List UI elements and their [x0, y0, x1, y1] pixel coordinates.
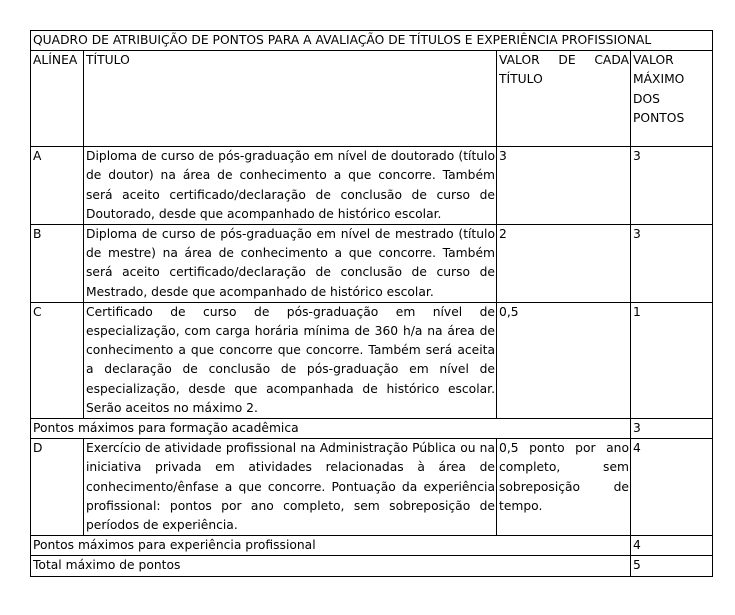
- total-value: 5: [631, 556, 713, 576]
- row-alinea: C: [31, 302, 84, 418]
- row-alinea: B: [31, 225, 84, 303]
- row-valor-maximo: 4: [631, 439, 713, 536]
- row-valor-maximo: 3: [631, 147, 713, 225]
- header-valor-maximo: VALOR MÁXIMO DOS PONTOS: [631, 51, 713, 147]
- row-valor-maximo: 3: [631, 225, 713, 303]
- row-valor-maximo: 1: [631, 302, 713, 418]
- header-titulo: TÍTULO: [84, 51, 497, 147]
- row-alinea: D: [31, 439, 84, 536]
- row-titulo: Certificado de curso de pós-graduação em nível de especialização, com carga horária mínima de 360 h/a na área de conhecimento a que concorre que concorre. Também será aceita a declaração de conclusão de pós-graduação em nível de especialização, desde que acompanhada de histórico escolar. Serão aceitos no máximo 2.: [84, 302, 497, 418]
- table-title-row: [31, 31, 713, 51]
- subtotal-academica-label: Pontos máximos para formação acadêmica: [31, 419, 631, 439]
- header-valor-cada: VALOR DE CADA TÍTULO: [497, 51, 631, 147]
- total-row: [31, 556, 713, 576]
- table-row: [31, 302, 713, 418]
- subtotal-experiencia-row: [31, 536, 713, 556]
- points-allocation-table: [30, 30, 713, 577]
- header-alinea: ALÍNEA: [31, 51, 84, 147]
- row-valor-cada: 2: [497, 225, 631, 303]
- subtotal-academica-row: [31, 419, 713, 439]
- row-titulo: Diploma de curso de pós-graduação em nível de doutorado (título de doutor) na área de conhecimento a que concorre. Também será aceito certificado/declaração de conclusão de curso de Doutorado, desde que acompanhado de histórico escolar.: [84, 147, 497, 225]
- row-valor-cada: 0,5 ponto por ano completo, sem sobreposição de tempo.: [497, 439, 631, 536]
- subtotal-experiencia-label: Pontos máximos para experiência profissional: [31, 536, 631, 556]
- row-titulo: Exercício de atividade profissional na Administração Pública ou na iniciativa privada em atividades relacionadas à área de conhecimento/ênfase a que concorre. Pontuação da experiência profissional: pontos por ano completo, sem sobreposição de períodos de experiência.: [84, 439, 497, 536]
- row-valor-cada: 0,5: [497, 302, 631, 418]
- table-row: [31, 225, 713, 303]
- row-valor-cada: 3: [497, 147, 631, 225]
- row-alinea: A: [31, 147, 84, 225]
- subtotal-experiencia-value: 4: [631, 536, 713, 556]
- total-label: Total máximo de pontos: [31, 556, 631, 576]
- table-row: [31, 147, 713, 225]
- points-table-wrapper: [30, 30, 713, 577]
- row-titulo: Diploma de curso de pós-graduação em nível de mestrado (título de mestre) na área de conhecimento a que concorre. Também será aceito certificado/declaração de conclusão de curso de Mestrado, desde que acompanhado de histórico escolar.: [84, 225, 497, 303]
- header-row: [31, 51, 713, 147]
- table-title: QUADRO DE ATRIBUIÇÃO DE PONTOS PARA A AVALIAÇÃO DE TÍTULOS E EXPERIÊNCIA PROFISSIONAL: [31, 31, 713, 51]
- table-row: [31, 439, 713, 536]
- subtotal-academica-value: 3: [631, 419, 713, 439]
